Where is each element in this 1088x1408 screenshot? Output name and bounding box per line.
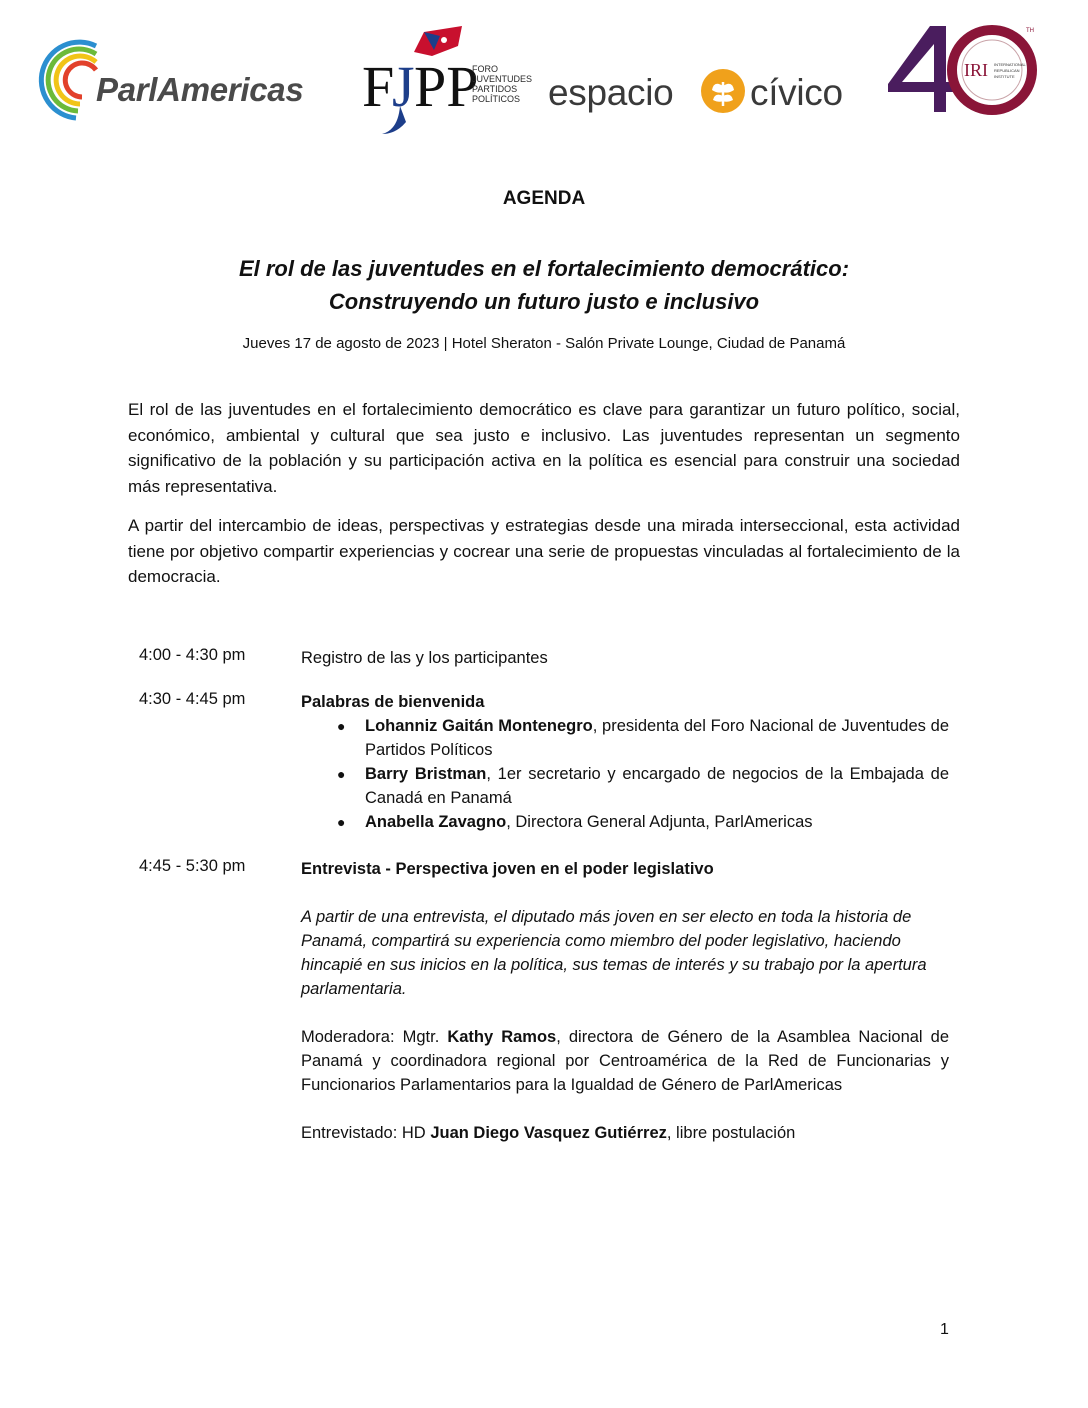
logo-strip [0,18,1088,143]
event-details: Jueves 17 de agosto de 2023 | Hotel Sheraton - Salón Private Lounge, Ciudad de Panamá [242,335,846,352]
interviewee-role: , libre postulación [666,1124,796,1142]
fjpp-sub-line: JUVENTUDES [472,74,533,84]
parlamericas-rings-icon [36,38,100,122]
speaker-name: Lohanniz Gaitán Montenegro [365,717,593,735]
speaker-role: , presidenta del Foro Nacional de Juventudes de Partidos Políticos [365,717,949,759]
fjpp-sub-line: POLÍTICOS [472,94,521,104]
parlamericas-logo-text: ParlAmericas [96,71,304,108]
moderator-line [301,1025,949,1097]
interviewee-prefix: Entrevistado: HD [301,1124,431,1142]
espacio-civico-logo [548,38,868,118]
iri-40th-logo [880,22,1035,122]
speaker-item [301,762,949,810]
page-number: 1 [940,1321,949,1338]
speaker-name: Barry Bristman [365,765,487,783]
speaker-item [301,714,949,762]
event-title-line-2: Construyendo un futuro justo e inclusivo [328,289,760,314]
fjpp-wordmark: F [362,54,389,119]
svg-text:PP: PP [414,54,479,119]
speaker-role: , 1er secretario y encargado de negocios de la Embajada de Canadá en Panamá [365,765,949,807]
bullet-icon: ● [337,718,346,734]
svg-text:REPUBLICAN: REPUBLICAN [994,68,1020,73]
speaker-list [301,714,949,834]
moderator-name: Kathy Ramos [447,1028,557,1046]
agenda-slot [301,857,949,1145]
moderator-prefix: Moderadora: Mgtr. [301,1028,448,1046]
slot-description: A partir de una entrevista, el diputado más joven en ser electo en toda la historia de Panamá, compartirá su experiencia como miembro del poder legislativo, haciendo hincapié en sus inicios en la política, sus temas de interés y su trabajo por la apertura parlamentaria. [301,908,927,998]
iri-mark: IRI [964,60,988,80]
slot-time: 4:45 - 5:30 pm [139,857,246,875]
slot-time: 4:30 - 4:45 pm [139,690,246,708]
bullet-icon: ● [337,766,346,782]
agenda-heading: AGENDA [502,188,586,209]
svg-text:INTERNATIONAL: INTERNATIONAL [994,62,1026,67]
agenda-slot [301,690,949,834]
interviewee-name: Juan Diego Vasquez Gutiérrez [430,1124,667,1142]
speaker-role: , Directora General Adjunta, ParlAmericas [506,813,813,831]
parlamericas-logo [36,38,346,128]
slot-time: 4:00 - 4:30 pm [139,646,246,664]
event-title-line-1: El rol de las juventudes en el fortalecimiento democrático: [238,256,850,281]
svg-text:TH: TH [1026,28,1034,34]
fjpp-emblem-icon [362,22,479,140]
intro-paragraph: A partir del intercambio de ideas, perspectivas y estrategias desde una mirada interseccional, esta actividad tiene por objetivo compartir experiencias y cocrear una serie de propuestas vinculadas al fortalecimiento de la democracia. [128,516,960,586]
agenda-slot [301,646,949,670]
svg-text:J: J [392,54,415,119]
leaf-emblem-icon [700,68,746,114]
interviewee-line [301,1121,949,1145]
iri-40-emblem-icon [880,22,1035,122]
slot-title: Registro de las y los participantes [301,649,548,667]
intro-paragraph: El rol de las juventudes en el fortalecimiento democrático es clave para garantizar un futuro político, social, económico, ambiental y cultural que sea justo e inclusivo. Las juventudes representan un segmento significativo de la población y su participación activa en la política es esencial para construir una sociedad más representativa. [128,400,960,496]
fjpp-sub-line: PARTIDOS [472,84,518,94]
fjpp-subtitle [472,64,532,104]
moderator-role: , directora de Género de la Asamblea Nacional de Panamá y coordinadora regional por Centroamérica de la Red de Funcionarias y Funcionarios Parlamentarios para la Igualdad de Género de ParlAmericas [301,1028,949,1094]
speaker-item [301,810,949,834]
slot-title: Entrevista - Perspectiva joven en el poder legislativo [301,860,714,878]
slot-title: Palabras de bienvenida [301,693,485,711]
svg-text:INSTITUTE: INSTITUTE [994,74,1015,79]
speaker-name: Anabella Zavagno [365,813,507,831]
bullet-icon: ● [337,814,346,830]
civico-text: cívico [750,72,843,113]
espacio-text: espacio [548,72,674,113]
fjpp-logo [362,22,532,140]
fjpp-sub-line: FORO [472,64,498,74]
